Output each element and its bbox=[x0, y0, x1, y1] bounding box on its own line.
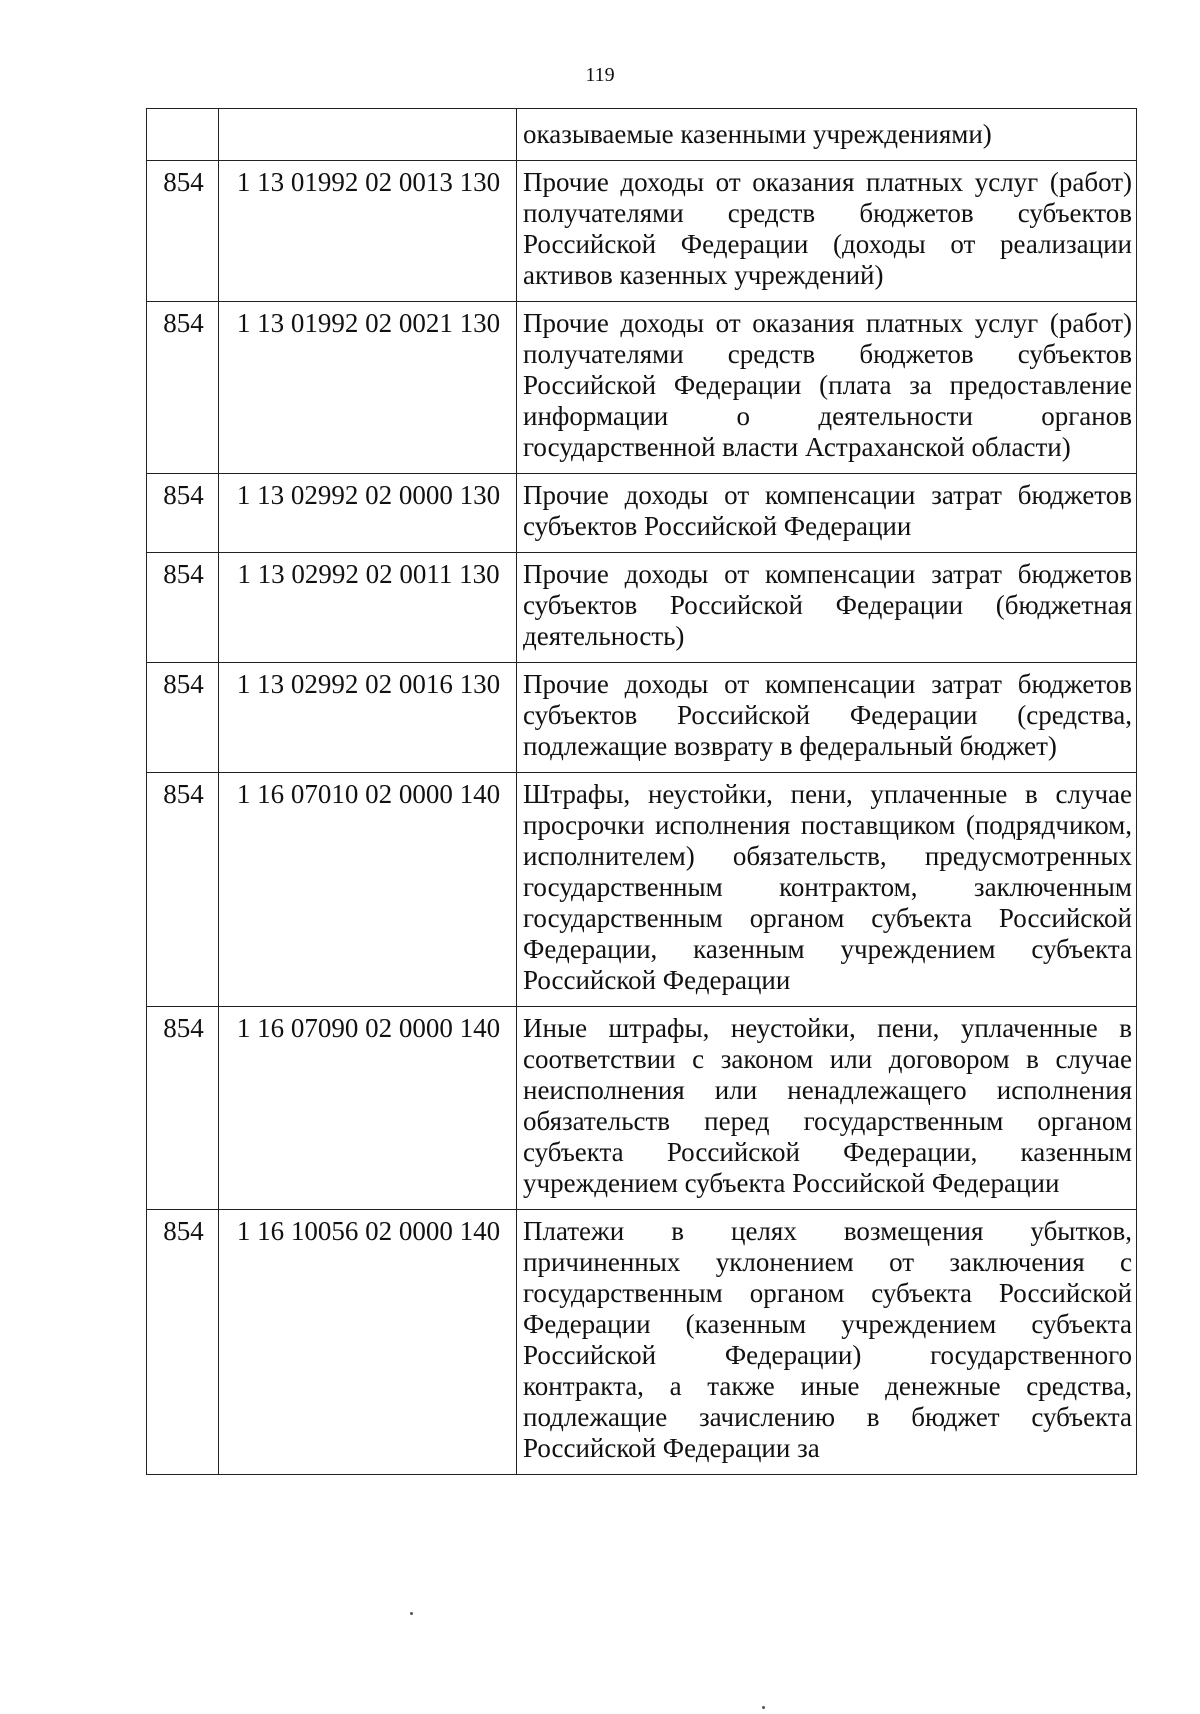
admin-code-cell: 854 bbox=[147, 161, 219, 302]
description-cell: Прочие доходы от компенсации затрат бюджетов субъектов Российской Федерации bbox=[517, 474, 1137, 553]
description-cell: Прочие доходы от оказания платных услуг (работ) получателями средств бюджетов субъектов Российской Федерации (доходы от реализации активов казенных учреждений) bbox=[517, 161, 1137, 302]
table-row bbox=[147, 773, 1137, 1007]
admin-code-cell: 854 bbox=[147, 1007, 219, 1210]
table-row bbox=[147, 553, 1137, 663]
table-row bbox=[147, 663, 1137, 773]
budget-code-cell: 1 13 01992 02 0013 130 bbox=[219, 161, 517, 302]
admin-cell bbox=[147, 109, 219, 161]
table-row-continuation bbox=[147, 109, 1137, 161]
description-cell: Иные штрафы, неустойки, пени, уплаченные в соответствии с законом или договором в случае неисполнения или ненадлежащего исполнения обязательств перед государственным органом субъекта Российской Федерации, казенным учреждением субъекта Российской Федерации bbox=[517, 1007, 1137, 1210]
admin-code-cell: 854 bbox=[147, 553, 219, 663]
budget-code-cell: 1 16 07090 02 0000 140 bbox=[219, 1007, 517, 1210]
table-row bbox=[147, 161, 1137, 302]
budget-code-cell: 1 13 02992 02 0011 130 bbox=[219, 553, 517, 663]
description-cell: оказываемые казенными учреждениями) bbox=[517, 109, 1137, 161]
scan-speck bbox=[762, 1706, 765, 1709]
budget-revenue-table bbox=[146, 108, 1137, 1475]
budget-code-cell: 1 13 02992 02 0000 130 bbox=[219, 474, 517, 553]
admin-code-cell: 854 bbox=[147, 773, 219, 1007]
budget-code-cell: 1 13 02992 02 0016 130 bbox=[219, 663, 517, 773]
table-row bbox=[147, 474, 1137, 553]
scan-speck bbox=[410, 1612, 413, 1615]
admin-code-cell: 854 bbox=[147, 302, 219, 474]
page-number: 119 bbox=[585, 64, 615, 86]
budget-code-cell: 1 16 10056 02 0000 140 bbox=[219, 1210, 517, 1475]
description-cell: Штрафы, неустойки, пени, уплаченные в случае просрочки исполнения поставщиком (подрядчиком, исполнителем) обязательств, предусмотренных государственным контрактом, заключенным государственным органом субъекта Российской Федерации, казенным учреждением субъекта Российской Федерации bbox=[517, 773, 1137, 1007]
description-cell: Прочие доходы от компенсации затрат бюджетов субъектов Российской Федерации (бюджетная деятельность) bbox=[517, 553, 1137, 663]
admin-code-cell: 854 bbox=[147, 663, 219, 773]
description-cell: Платежи в целях возмещения убытков, причиненных уклонением от заключения с государственным органом субъекта Российской Федерации (казенным учреждением субъекта Российской Федерации) государственного контракта, а также иные денежные средства, подлежащие зачислению в бюджет субъекта Российской Федерации за bbox=[517, 1210, 1137, 1475]
table-row bbox=[147, 1210, 1137, 1475]
admin-code-cell: 854 bbox=[147, 1210, 219, 1475]
description-cell: Прочие доходы от оказания платных услуг (работ) получателями средств бюджетов субъектов Российской Федерации (плата за предоставление информации о деятельности органов государственной власти Астраханской области) bbox=[517, 302, 1137, 474]
admin-code-cell: 854 bbox=[147, 474, 219, 553]
budget-code-cell: 1 16 07010 02 0000 140 bbox=[219, 773, 517, 1007]
table-row bbox=[147, 1007, 1137, 1210]
code-cell bbox=[219, 109, 517, 161]
budget-code-cell: 1 13 01992 02 0021 130 bbox=[219, 302, 517, 474]
description-cell: Прочие доходы от компенсации затрат бюджетов субъектов Российской Федерации (средства, подлежащие возврату в федеральный бюджет) bbox=[517, 663, 1137, 773]
table-row bbox=[147, 302, 1137, 474]
